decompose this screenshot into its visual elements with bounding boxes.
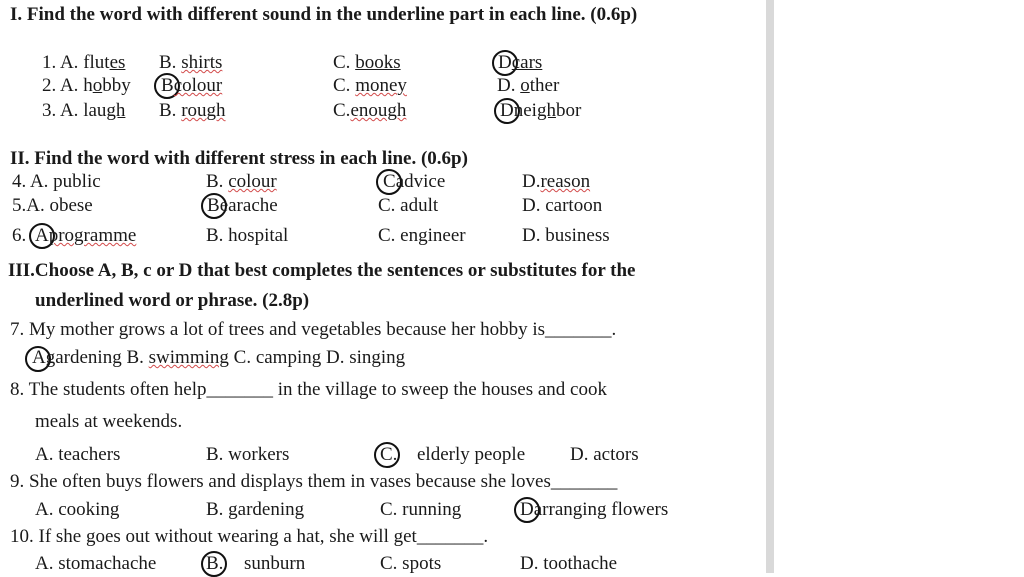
q10-option-b: sunburn	[244, 553, 306, 574]
q6-option-c: C. engineer	[378, 225, 466, 246]
section-1-title: I. Find the word with different sound in the underline part in each line. (0.6p)	[10, 4, 638, 25]
q7-options: Agardening B. swimming C. camping D. singing	[32, 347, 406, 368]
q8-option-b: B. workers	[206, 444, 290, 465]
q10-question: 10. If she goes out without wearing a hat, she will get_______.	[10, 526, 489, 547]
q5-option-a: 5.A. obese	[12, 195, 93, 216]
q1-option-b: B. shirts	[159, 52, 223, 73]
q10-option-d: D. toothache	[520, 553, 618, 574]
page-edge-divider	[766, 0, 774, 573]
q8-question-line1: 8. The students often help_______ in the village to sweep the houses and cook	[10, 379, 607, 400]
q2-option-b: Bcolour	[161, 75, 223, 96]
q4-option-b: B. colour	[206, 171, 277, 192]
q1-option-c: C. books	[333, 52, 401, 73]
q4-option-c: Cadvice	[383, 171, 446, 192]
q8-option-a: A. teachers	[35, 444, 121, 465]
q9-option-d: Darranging flowers	[520, 499, 669, 520]
q9-question: 9. She often buys flowers and displays them in vases because she loves_______	[10, 471, 618, 492]
q9-option-a: A. cooking	[35, 499, 120, 520]
q4-option-d: D.reason	[522, 171, 591, 192]
q3-option-a: 3. A. laugh	[42, 100, 126, 121]
q8-question-line2: meals at weekends.	[35, 411, 183, 432]
section-2-title: II. Find the word with different stress in each line. (0.6p)	[10, 148, 468, 169]
q5-option-b: Bearache	[207, 195, 278, 216]
q6-option-a: Aprogramme	[35, 225, 137, 246]
q8-option-c: elderly people	[417, 444, 526, 465]
q8-option-d: D. actors	[570, 444, 639, 465]
q3-option-b: B. rough	[159, 100, 226, 121]
q6-option-d: D. business	[522, 225, 610, 246]
q4-option-a: 4. A. public	[12, 171, 101, 192]
q9-option-b: B. gardening	[206, 499, 305, 520]
q2-option-c: C. money	[333, 75, 407, 96]
section-3-title-line2: underlined word or phrase. (2.8p)	[35, 290, 310, 311]
q8-option-c-letter: C.	[380, 444, 398, 465]
q10-option-c: C. spots	[380, 553, 442, 574]
q6-option-b: B. hospital	[206, 225, 289, 246]
q9-option-c: C. running	[380, 499, 462, 520]
q10-option-b-letter: B.	[206, 553, 224, 574]
q3-option-d: Dneighbor	[500, 100, 582, 121]
q5-option-d: D. cartoon	[522, 195, 603, 216]
q1-option-d: Dcars	[498, 52, 543, 73]
q2-option-d: D. other	[497, 75, 560, 96]
q6-number: 6.	[12, 225, 27, 246]
q3-option-c: C.enough	[333, 100, 407, 121]
q2-option-a: 2. A. hobby	[42, 75, 131, 96]
q1-option-a: 1. A. flutes	[42, 52, 126, 73]
q10-option-a: A. stomachache	[35, 553, 157, 574]
q7-question: 7. My mother grows a lot of trees and vegetables because her hobby is_______.	[10, 319, 617, 340]
q5-option-c: C. adult	[378, 195, 439, 216]
section-3-title-line1: III.Choose A, B, c or D that best completes the sentences or substitutes for the	[8, 260, 636, 281]
